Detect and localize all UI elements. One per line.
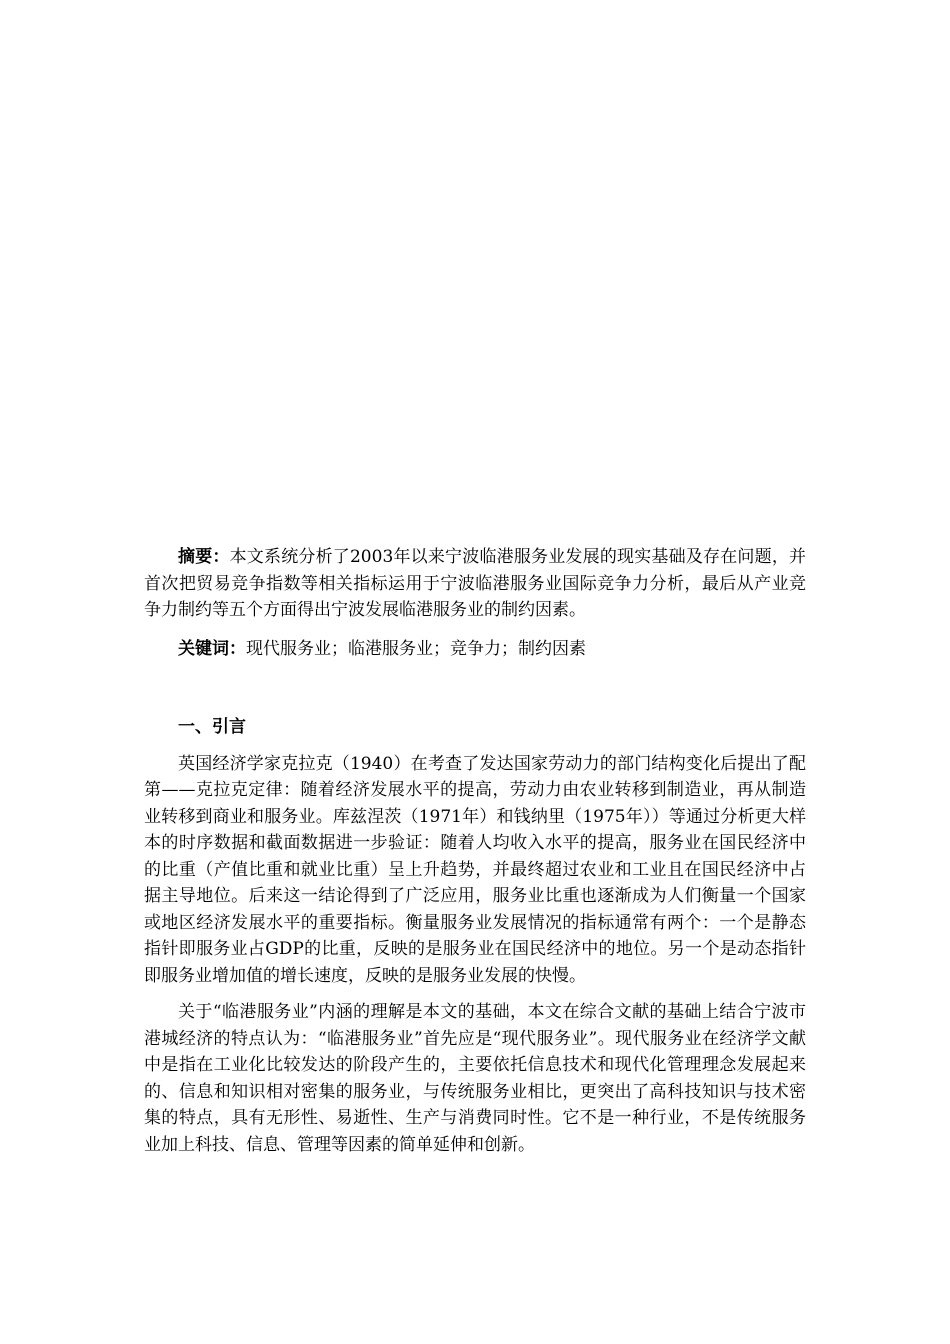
keywords-label: 关键词：	[178, 638, 246, 659]
abstract-paragraph	[144, 544, 806, 624]
abstract-label: 摘要：	[178, 547, 230, 567]
section-heading: 一、引言	[178, 717, 246, 737]
keywords-text: 现代服务业；临港服务业；竞争力；制约因素	[246, 638, 586, 659]
body-paragraph-1: 英国经济学家克拉克（1940）在考查了发达国家劳动力的部门结构变化后提出了配第——克拉克定律：随着经济发展水平的提高，劳动力由农业转移到制造业，再从制造业转移到商业和服务业。库兹涅茨（1971年）和钱纳里（1975年））等通过分析更大样本的时序数据和截面数据进一步验证：随着人均收入水平的提高，服务业在国民经济中的比重（产值比重和就业比重）呈上升趋势，并最终超过农业和工业且在国民经济中占据主导地位。后来这一结论得到了广泛应用，服务业比重也逐渐成为人们衡量一个国家或地区经济发展水平的重要指标。衡量服务业发展情况的指标通常有两个：一个是静态指针即服务业占GDP的比重，反映的是服务业在国民经济中的地位。另一个是动态指针即服务业增加值的增长速度，反映的是服务业发展的快慢。	[144, 753, 806, 986]
keywords-paragraph	[144, 636, 806, 663]
document-body	[144, 544, 806, 1168]
body-paragraph-2: 关于“临港服务业”内涵的理解是本文的基础，本文在综合文献的基础上结合宁波市港城经济的特点认为：“临港服务业”首先应是“现代服务业”。现代服务业在经济学文献中是指在工业化比较发达的阶段产生的，主要依托信息技术和现代化管理理念发展起来的、信息和知识相对密集的服务业，与传统服务业相比，更突出了高科技知识与技术密集的特点，具有无形性、易逝性、生产与消费同时性。它不是一种行业，不是传统服务业加上科技、信息、管理等因素的简单延伸和创新。	[144, 1002, 806, 1155]
abstract-text: 本文系统分析了2003年以来宁波临港服务业发展的现实基础及存在问题，并首次把贸易竞争指数等相关指标运用于宁波临港服务业国际竞争力分析，最后从产业竞争力制约等五个方面得出宁波发展临港服务业的制约因素。	[144, 547, 807, 620]
